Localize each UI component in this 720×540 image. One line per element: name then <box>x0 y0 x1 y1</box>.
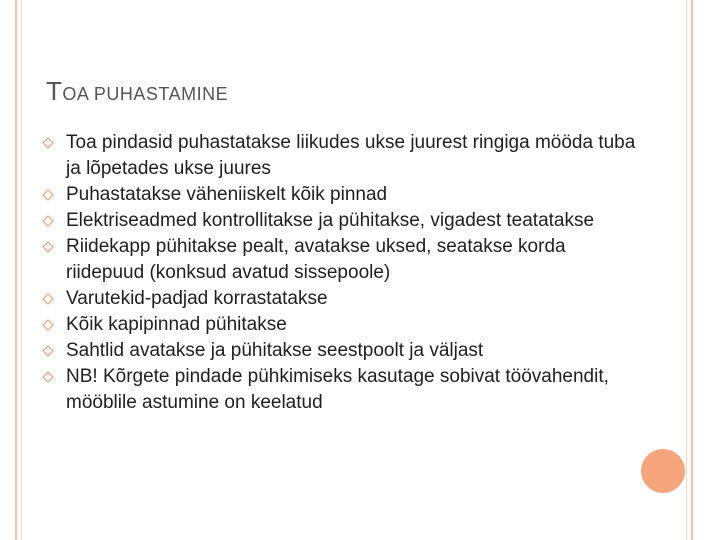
list-item <box>44 364 644 416</box>
diamond-bullet-icon <box>42 137 53 148</box>
list-item-text: Kõik kapipinnad pühitakse <box>66 314 287 335</box>
diamond-bullet-icon <box>42 319 53 330</box>
list-item <box>44 286 644 312</box>
list-item <box>44 338 644 364</box>
diamond-bullet-icon <box>42 371 53 382</box>
list-item-text: Elektriseadmed kontrollitakse ja pühitakse, vigadest teatatakse <box>66 210 595 231</box>
list-item <box>44 208 644 234</box>
list-item <box>44 234 644 286</box>
list-item-text: Toa pindasid puhastatakse liikudes ukse juurest ringiga mööda tuba ja lõpetades ukse juures <box>66 132 636 179</box>
slide-title-rest: OA PUHASTAMINE <box>62 84 229 104</box>
diamond-bullet-icon <box>42 345 53 356</box>
list-item <box>44 312 644 338</box>
diamond-bullet-icon <box>42 241 53 252</box>
list-item <box>44 182 644 208</box>
list-item <box>44 130 644 182</box>
diamond-bullet-icon <box>42 189 53 200</box>
list-item-text: Varutekid-padjad korrastatakse <box>66 288 328 309</box>
list-item-text: Riidekapp pühitakse pealt, avatakse uksed, seatakse korda riidepuud (konksud avatud sissepoole) <box>66 236 566 283</box>
diamond-bullet-icon <box>42 215 53 226</box>
list-item-text: NB! Kõrgete pindade pühkimiseks kasutage sobivat töövahendit, mööblile astumine on keelatud <box>66 366 609 413</box>
bullet-list <box>44 130 644 416</box>
slide-title <box>46 76 228 109</box>
diamond-bullet-icon <box>42 293 53 304</box>
circle-decoration-icon <box>641 449 685 493</box>
list-item-text: Sahtlid avatakse ja pühitakse seestpoolt ja väljast <box>66 340 484 361</box>
list-item-text: Puhastatakse väheniiskelt kõik pinnad <box>66 184 388 205</box>
slide-title-first-letter: T <box>46 76 63 106</box>
